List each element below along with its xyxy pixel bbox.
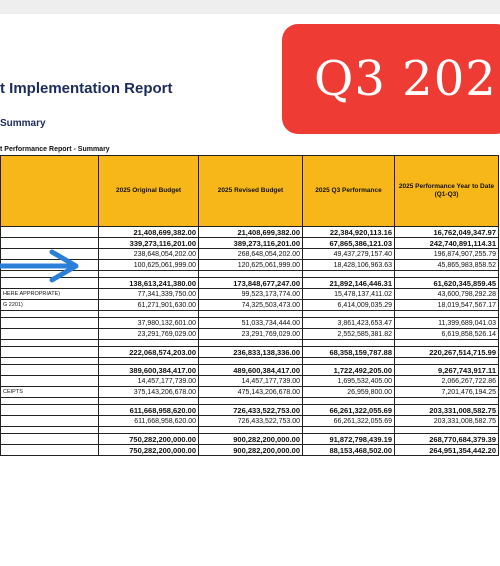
column-header: 2025 Revised Budget (199, 156, 303, 227)
table-cell (199, 398, 303, 405)
table-cell (1, 311, 99, 318)
row-label (1, 434, 99, 445)
table-cell (395, 358, 499, 365)
row-label (1, 376, 99, 387)
table-cell (99, 358, 199, 365)
table-row (1, 227, 499, 238)
table-cell: 61,620,345,859.45 (395, 278, 499, 289)
table-cell: 339,273,116,201.00 (99, 238, 199, 249)
table-cell: 2,066,267,722.86 (395, 376, 499, 387)
table-cell: 138,613,241,380.00 (99, 278, 199, 289)
table-cell (1, 427, 99, 434)
table-cell: 14,457,177,739.00 (199, 376, 303, 387)
table-cell (1, 358, 99, 365)
table-cell: 99,523,173,774.00 (199, 289, 303, 300)
performance-table (0, 155, 499, 456)
table-cell: 264,951,354,442.20 (395, 445, 499, 456)
table-row (1, 387, 499, 398)
table-cell: 66,261,322,055.69 (303, 416, 395, 427)
table-cell: 389,600,384,417.00 (99, 365, 199, 376)
table-cell: 222,068,574,203.00 (99, 347, 199, 358)
table-cell: 238,648,054,202.00 (99, 249, 199, 260)
table-cell: 203,331,008,582.75 (395, 416, 499, 427)
table-cell: 16,762,049,347.97 (395, 227, 499, 238)
table-cell: 611,668,958,620.00 (99, 405, 199, 416)
row-label (1, 238, 99, 249)
quarter-badge-text: Q3 202 (314, 51, 497, 107)
table-cell: 21,892,146,446.31 (303, 278, 395, 289)
table-cell: 489,600,384,417.00 (199, 365, 303, 376)
row-label: CEIPTS (1, 387, 99, 398)
table-cell: 268,648,054,202.00 (199, 249, 303, 260)
table-cell: 74,325,503,473.00 (199, 300, 303, 311)
table-row (1, 238, 499, 249)
row-label (1, 405, 99, 416)
table-cell: 91,872,798,439.19 (303, 434, 395, 445)
report-title: t Implementation Report (0, 80, 173, 97)
table-cell (99, 398, 199, 405)
table-cell: 2,552,585,381.82 (303, 329, 395, 340)
table-cell: 726,433,522,753.00 (199, 416, 303, 427)
column-header: 2025 Performance Year to Date (Q1-Q3) (395, 156, 499, 227)
table-row (1, 376, 499, 387)
table-row (1, 347, 499, 358)
table-row (1, 434, 499, 445)
quarter-badge (282, 24, 500, 134)
table-cell (303, 427, 395, 434)
table-cell: 51,033,734,444.00 (199, 318, 303, 329)
table-cell: 900,282,200,000.00 (199, 445, 303, 456)
table-cell (303, 311, 395, 318)
table-cell: 268,770,684,379.39 (395, 434, 499, 445)
table-cell (199, 271, 303, 278)
table-cell: 67,865,386,121.03 (303, 238, 395, 249)
table-row (1, 416, 499, 427)
row-label (1, 329, 99, 340)
row-label (1, 416, 99, 427)
table-cell (395, 398, 499, 405)
table-cell (395, 340, 499, 347)
table-cell: 11,399,689,041.03 (395, 318, 499, 329)
table-cell: 61,271,901,630.00 (99, 300, 199, 311)
table-cell: 43,600,798,292.28 (395, 289, 499, 300)
table-cell: 173,848,677,247.00 (199, 278, 303, 289)
table-cell: 49,437,279,157.40 (303, 249, 395, 260)
table-row (1, 329, 499, 340)
table-cell: 45,865,983,858.52 (395, 260, 499, 271)
table-row (1, 300, 499, 311)
table-cell (99, 311, 199, 318)
table-cell: 196,874,907,255.79 (395, 249, 499, 260)
table-cell: 475,143,206,678.00 (199, 387, 303, 398)
report-subtitle: Summary (0, 118, 46, 129)
table-cell: 900,282,200,000.00 (199, 434, 303, 445)
table-cell (303, 271, 395, 278)
table-spacer-row (1, 340, 499, 347)
table-cell (99, 427, 199, 434)
table-spacer-row (1, 358, 499, 365)
table-cell: 26,959,800.00 (303, 387, 395, 398)
table-row (1, 318, 499, 329)
table-cell (395, 271, 499, 278)
column-header: 2025 Original Budget (99, 156, 199, 227)
table-cell (1, 398, 99, 405)
table-header-row (1, 156, 499, 227)
table-cell: 389,273,116,201.00 (199, 238, 303, 249)
table-cell: 375,143,206,678.00 (99, 387, 199, 398)
table-cell (1, 340, 99, 347)
table-cell (303, 358, 395, 365)
table-cell (395, 311, 499, 318)
table-row (1, 365, 499, 376)
table-cell (303, 340, 395, 347)
table-cell: 6,619,858,526.14 (395, 329, 499, 340)
top-strip (0, 0, 500, 14)
row-label (1, 445, 99, 456)
table-cell: 1,722,492,205.00 (303, 365, 395, 376)
label-column-header (1, 156, 99, 227)
table-cell (303, 398, 395, 405)
table-cell: 242,740,891,114.31 (395, 238, 499, 249)
table-cell: 23,291,769,029.00 (199, 329, 303, 340)
table-cell: 120,625,061,999.00 (199, 260, 303, 271)
table-cell: 9,267,743,917.11 (395, 365, 499, 376)
table-cell (199, 358, 303, 365)
table-spacer-row (1, 427, 499, 434)
table-cell: 6,414,009,035.29 (303, 300, 395, 311)
row-label: G 2201) (1, 300, 99, 311)
table-cell: 1,695,532,405.00 (303, 376, 395, 387)
table-cell: 23,291,769,029.00 (99, 329, 199, 340)
table-cell: 18,428,106,963.63 (303, 260, 395, 271)
table-cell: 18,019,547,567.17 (395, 300, 499, 311)
row-label (1, 347, 99, 358)
table-row (1, 445, 499, 456)
table-cell: 3,861,423,653.47 (303, 318, 395, 329)
row-label (1, 318, 99, 329)
column-header: 2025 Q3 Performance (303, 156, 395, 227)
table-cell: 22,384,920,113.16 (303, 227, 395, 238)
table-row (1, 289, 499, 300)
row-label: HERE APPROPRIATE) (1, 289, 99, 300)
table-cell: 14,457,177,739.00 (99, 376, 199, 387)
table-cell (199, 311, 303, 318)
table-cell: 21,408,699,382.00 (99, 227, 199, 238)
table-cell: 68,358,159,787.88 (303, 347, 395, 358)
table-spacer-row (1, 311, 499, 318)
table-cell: 750,282,200,000.00 (99, 434, 199, 445)
row-label (1, 227, 99, 238)
table-cell (199, 427, 303, 434)
table-cell: 220,267,514,715.99 (395, 347, 499, 358)
arrow-right-icon (0, 248, 84, 284)
table-cell (99, 340, 199, 347)
table-cell: 15,478,137,411.02 (303, 289, 395, 300)
table-cell: 100,625,061,999.00 (99, 260, 199, 271)
table-row (1, 405, 499, 416)
table-cell (395, 427, 499, 434)
table-cell: 21,408,699,382.00 (199, 227, 303, 238)
table-cell: 203,331,008,582.75 (395, 405, 499, 416)
table-cell: 66,261,322,055.69 (303, 405, 395, 416)
row-label (1, 365, 99, 376)
table-spacer-row (1, 398, 499, 405)
table-cell: 77,341,339,750.00 (99, 289, 199, 300)
table-cell: 37,980,132,601.00 (99, 318, 199, 329)
table-cell: 236,833,138,336.00 (199, 347, 303, 358)
table-cell: 726,433,522,753.00 (199, 405, 303, 416)
table-caption: t Performance Report - Summary (0, 146, 110, 153)
table-cell: 7,201,476,194.25 (395, 387, 499, 398)
table-cell (99, 271, 199, 278)
table-cell: 88,153,468,502.00 (303, 445, 395, 456)
table-cell: 611,668,958,620.00 (99, 416, 199, 427)
table-cell (199, 340, 303, 347)
table-cell: 750,282,200,000.00 (99, 445, 199, 456)
